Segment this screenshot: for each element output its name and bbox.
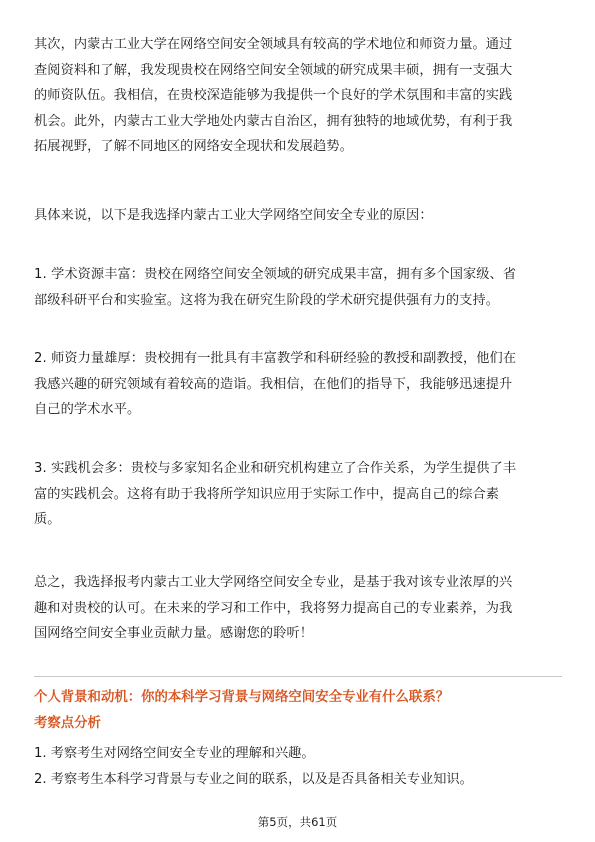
analysis-point: 2. 考察考生本科学习背景与专业之间的联系，以及是否具备相关专业知识。 [34, 772, 473, 787]
text-line: 3. 实践机会多：贵校与多家知名企业和研究机构建立了合作关系，为学生提供了丰 [34, 461, 517, 476]
analysis-heading: 考察点分析 [34, 716, 101, 731]
paragraph-conclusion [34, 570, 562, 647]
analysis-point: 1. 考察考生对网络空间安全专业的理解和兴趣。 [34, 746, 315, 761]
text-line: 具体来说，以下是我选择内蒙古工业大学网络空间安全专业的原因： [34, 208, 433, 223]
paragraph-reason-1 [34, 262, 562, 313]
text-line: 自己的学术水平。 [34, 402, 141, 418]
text-line: 部级科研平台和实验室。这将为我在研究生阶段的学术研究提供强有力的支持。 [34, 292, 500, 308]
text-line: 国网络空间安全事业贡献力量。感谢您的聆听！ [34, 626, 314, 642]
page-number: 第5页，共61页 [257, 815, 338, 829]
paragraph-reason-3 [34, 456, 562, 533]
text-line: 趣和对贵校的认可。在未来的学习和工作中，我将努力提高自己的专业素养，为我 [34, 600, 513, 616]
text-line: 2. 师资力量雄厚：贵校拥有一批具有丰富教学和科研经验的教授和副教授，他们在 [34, 351, 517, 366]
text-line: 查阅资料和了解，我发现贵校在网络空间安全领域的研究成果丰硕，拥有一支强大 [34, 62, 513, 78]
text-line: 富的实践机会。这将有助于我将所学知识应用于实际工作中，提高自己的综合素 [34, 486, 500, 502]
text-line: 的师资队伍。我相信，在贵校深造能够为我提供一个良好的学术氛围和丰富的实践 [34, 88, 513, 104]
text-line: 我感兴趣的研究领域有着较高的造诣。我相信，在他们的指导下，我能够迅速提升 [34, 376, 513, 392]
paragraph-reason-2 [34, 346, 562, 423]
text-line: 总之，我选择报考内蒙古工业大学网络空间安全专业，是基于我对该专业浓厚的兴 [34, 575, 513, 590]
text-line: 机会。此外，内蒙古工业大学地处内蒙古自治区，拥有独特的地域优势，有利于我 [34, 113, 513, 129]
section-divider [34, 676, 562, 677]
text-line: 其次，内蒙古工业大学在网络空间安全领域具有较高的学术地位和师资力量。通过 [34, 37, 513, 52]
paragraph-intro [34, 32, 562, 160]
text-line: 拓展视野，了解不同地区的网络安全现状和发展趋势。 [34, 139, 353, 155]
text-line: 质。 [34, 512, 61, 528]
text-line: 1. 学术资源丰富：贵校在网络空间安全领域的研究成果丰富，拥有多个国家级、省 [34, 267, 517, 282]
question-heading: 个人背景和动机：你的本科学习背景与网络空间安全专业有什么联系？ [34, 690, 450, 705]
paragraph-reasons-intro [34, 203, 562, 229]
